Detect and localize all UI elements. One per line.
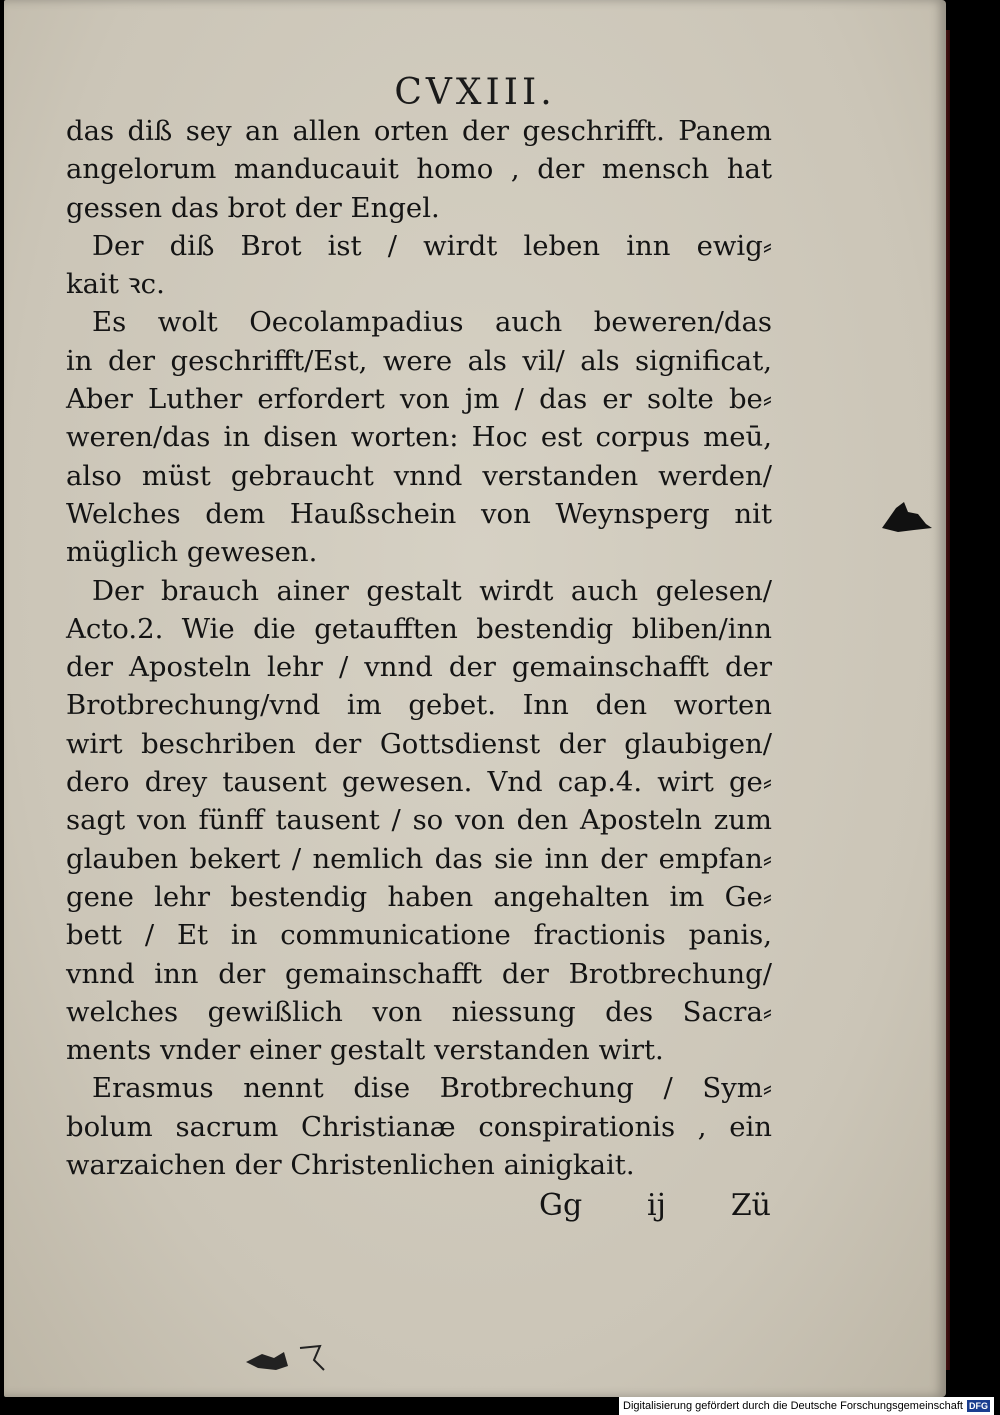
- ink-smudge-icon: [244, 1340, 344, 1380]
- footer-credit: [619, 1397, 994, 1415]
- ink-blot-icon: [874, 498, 934, 538]
- text-line: Es wolt Oecolampadius auch beweren/das: [92, 306, 772, 339]
- signature-mark: Gg: [539, 1188, 583, 1223]
- text-line: gessen das brot der Engel.: [66, 191, 440, 224]
- text-line: müglich gewesen.: [66, 536, 318, 569]
- text-line: bett / Et in communicatione fractionis panis,: [66, 919, 772, 952]
- text-line: Erasmus nennt dise Brotbrechung / Sym⸗: [92, 1072, 772, 1105]
- text-line: Acto.2. Wie die getaufften bestendig bliben/inn: [66, 612, 772, 645]
- text-line: der Aposteln lehr / vnnd der gemainschafft der: [66, 651, 772, 684]
- credit-text: Digitalisierung gefördert durch die Deutsche Forschungsgemeinschaft: [623, 1400, 963, 1412]
- text-line: Welches dem Haußschein von Weynsperg nit: [66, 497, 772, 530]
- text-line: wirt beschriben der Gottsdienst der glaubigen/: [66, 727, 772, 760]
- folio-number: CVXIII.: [394, 72, 556, 113]
- text-line: glauben bekert / nemlich das sie inn der empfan⸗: [66, 842, 772, 875]
- text-line: vnnd inn der gemainschafft der Brotbrechung/: [66, 957, 772, 990]
- text-line: kait ꝛc.: [66, 268, 165, 301]
- catchline: [539, 1188, 771, 1223]
- text-line: Der brauch ainer gestalt wirdt auch gelesen/: [92, 574, 772, 607]
- text-line: Aber Luther erfordert von jm / das er solte be⸗: [66, 383, 772, 416]
- text-line: weren/das in disen worten: Hoc est corpus meū,: [66, 421, 772, 454]
- text-line: angelorum manducauit homo , der mensch hat: [66, 153, 772, 186]
- dfg-logo-icon: DFG: [969, 1401, 988, 1411]
- text-line: das diß sey an allen orten der geschrifft. Panem: [66, 115, 772, 147]
- book-page: [4, 0, 946, 1397]
- text-line: dero drey tausent gewesen. Vnd cap.4. wirt ge⸗: [66, 766, 772, 799]
- text-line: ments vnder einer gestalt verstanden wirt.: [66, 1034, 664, 1067]
- text-line: also müst gebraucht vnnd verstanden werden/: [66, 459, 772, 492]
- text-line: welches gewißlich von niessung des Sacra⸗: [66, 995, 772, 1028]
- text-line: in der geschrifft/Est, were als vil/ als significat,: [66, 344, 772, 377]
- text-line: warzaichen der Christenlichen ainigkait.: [66, 1149, 635, 1182]
- text-line: Brotbrechung/vnd im gebet. Inn den worten: [66, 689, 772, 722]
- text-line: sagt von fünff tausent / so von den Aposteln zum: [66, 804, 772, 837]
- text-line: Der diß Brot ist / wirdt leben inn ewig⸗: [92, 229, 772, 262]
- signature-number: ij: [647, 1188, 666, 1223]
- text-line: gene lehr bestendig haben angehalten im Ge⸗: [66, 880, 772, 913]
- body-text: [66, 112, 772, 1184]
- text-line: bolum sacrum Christianæ conspirationis , ein: [66, 1110, 772, 1143]
- catchword: Zü: [730, 1188, 771, 1223]
